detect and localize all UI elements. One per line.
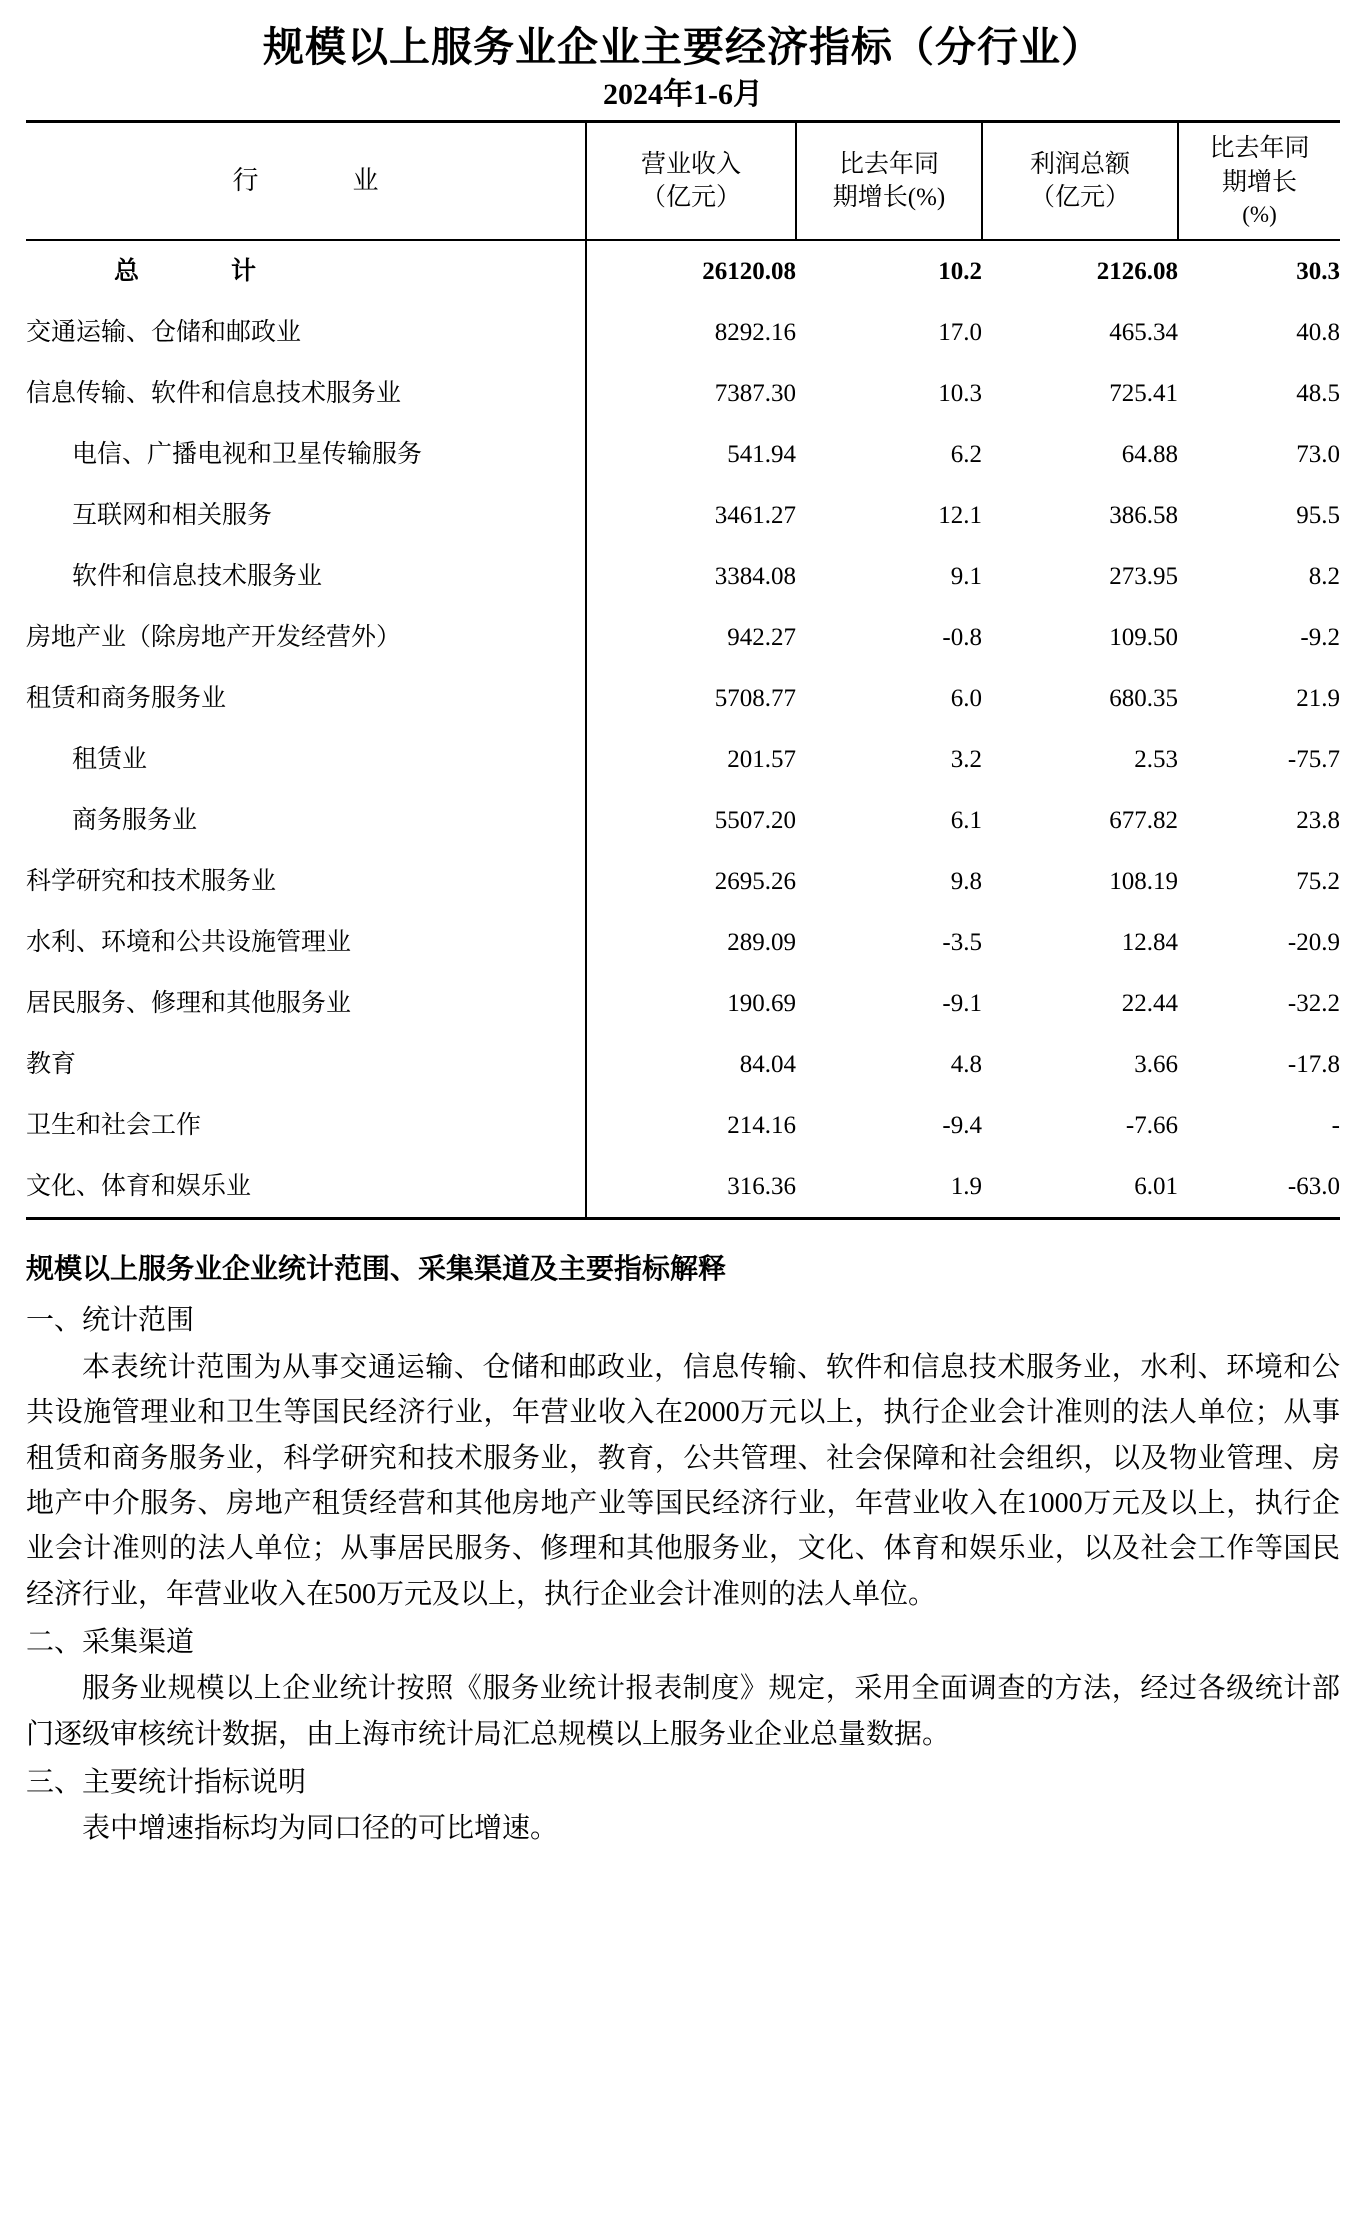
row-industry-name: 租赁和商务服务业 (26, 684, 227, 712)
row-revenue: 5507.20 (586, 790, 796, 851)
row-industry-name: 软件和信息技术服务业 (72, 562, 323, 590)
row-revenue: 26120.08 (586, 240, 796, 302)
row-profit: 677.82 (1109, 806, 1178, 834)
column-header-profit-growth-line1: 比去年同 (1209, 134, 1310, 162)
row-revenue-growth: 17.0 (938, 318, 982, 346)
table-row (26, 302, 1340, 363)
row-revenue: 3384.08 (586, 546, 796, 607)
statistics-table (26, 120, 1340, 1220)
row-industry-name: 电信、广播电视和卫星传输服务 (72, 440, 423, 468)
row-profit-growth: 75.2 (1296, 867, 1340, 895)
table-row (26, 790, 1340, 851)
row-profit-growth: 48.5 (1296, 379, 1340, 407)
row-profit-growth: -9.2 (1300, 623, 1340, 651)
notes-section1-heading: 一、统计范围 (26, 1305, 195, 1337)
row-profit-growth: 30.3 (1296, 257, 1340, 285)
row-profit: -7.66 (1125, 1111, 1178, 1139)
row-revenue-growth: -9.1 (942, 989, 982, 1017)
row-profit: 12.84 (1121, 928, 1178, 956)
row-revenue: 190.69 (586, 973, 796, 1034)
column-header-profit-line1: 利润总额 (1029, 150, 1130, 178)
row-revenue-growth: -3.5 (942, 928, 982, 956)
row-revenue: 8292.16 (586, 302, 796, 363)
table-row (26, 607, 1340, 668)
notes-title: 规模以上服务业企业统计范围、采集渠道及主要指标解释 (26, 1254, 727, 1286)
row-revenue: 84.04 (586, 1034, 796, 1095)
table-body (26, 240, 1340, 1219)
row-revenue: 316.36 (586, 1156, 796, 1219)
row-revenue-growth: 10.3 (938, 379, 982, 407)
column-header-revenue-growth (796, 122, 982, 241)
table-row (26, 729, 1340, 790)
row-profit-growth: -32.2 (1287, 989, 1340, 1017)
row-revenue: 942.27 (586, 607, 796, 668)
column-header-revenue-line1: 营业收入 (640, 150, 741, 178)
row-profit: 22.44 (1121, 989, 1178, 1017)
row-revenue: 7387.30 (586, 363, 796, 424)
row-industry-name: 租赁业 (72, 745, 148, 773)
row-revenue-growth: 3.2 (950, 745, 982, 773)
row-revenue-growth: 4.8 (950, 1050, 982, 1078)
row-profit: 6.01 (982, 1156, 1178, 1219)
row-revenue: 289.09 (586, 912, 796, 973)
row-profit-growth: 73.0 (1296, 440, 1340, 468)
row-revenue: 3461.27 (586, 485, 796, 546)
row-profit-growth: 21.9 (1296, 684, 1340, 712)
notes-section3-body: 表中增速指标均为同口径的可比增速。 (82, 1813, 559, 1845)
page-subtitle: 2024年1-6月 (603, 78, 763, 112)
row-profit-growth: -20.9 (1287, 928, 1340, 956)
row-profit-growth: 23.8 (1296, 806, 1340, 834)
row-profit: 64.88 (1121, 440, 1178, 468)
row-profit-growth: -75.7 (1287, 745, 1340, 773)
row-profit: 2.53 (1134, 745, 1178, 773)
column-header-revenue-line2: （亿元） (640, 184, 741, 212)
row-revenue-growth: -9.4 (942, 1111, 982, 1139)
table-row (26, 1034, 1340, 1095)
row-profit: 680.35 (1109, 684, 1178, 712)
table-row (26, 424, 1340, 485)
row-profit: 109.50 (1109, 623, 1178, 651)
row-industry-name: 教育 (26, 1050, 77, 1078)
notes-section3-heading: 三、主要统计指标说明 (26, 1767, 307, 1799)
row-revenue: 201.57 (586, 729, 796, 790)
row-profit-growth: -63.0 (1178, 1156, 1340, 1219)
row-revenue-growth: 6.0 (950, 684, 982, 712)
row-revenue-growth: 9.1 (950, 562, 982, 590)
table-row (26, 1156, 1340, 1219)
notes-section2-body: 服务业规模以上企业统计按照《服务业统计报表制度》规定，采用全面调查的方法，经过各级统计部门逐级审核统计数据，由上海市统计局汇总规模以上服务业企业总量数据。 (26, 1673, 1340, 1750)
row-profit: 108.19 (1109, 867, 1178, 895)
row-revenue-growth: 10.2 (938, 257, 982, 285)
row-industry-name: 交通运输、仓储和邮政业 (26, 318, 302, 346)
table-row (26, 363, 1340, 424)
row-industry-name: 商务服务业 (72, 806, 198, 834)
table-row (26, 912, 1340, 973)
row-profit-growth: 95.5 (1296, 501, 1340, 529)
row-profit: 386.58 (1109, 501, 1178, 529)
row-revenue: 5708.77 (586, 668, 796, 729)
column-header-revenue (586, 122, 796, 241)
row-profit: 725.41 (1109, 379, 1178, 407)
column-header-industry-label: 行 业 (232, 166, 393, 196)
row-revenue-growth: -0.8 (942, 623, 982, 651)
row-profit-growth: 8.2 (1308, 562, 1340, 590)
row-profit-growth: - (1331, 1111, 1340, 1139)
column-header-profit-growth (1178, 122, 1340, 241)
table-header (26, 122, 1340, 241)
row-profit-growth: -17.8 (1287, 1050, 1340, 1078)
row-revenue-growth: 6.2 (950, 440, 982, 468)
row-industry-name: 房地产业（除房地产开发经营外） (26, 623, 402, 651)
row-revenue-growth: 6.1 (950, 806, 982, 834)
table-row (26, 546, 1340, 607)
column-header-revenue-growth-line2: 期增长(%) (832, 184, 946, 212)
table-row (26, 240, 1340, 302)
row-revenue: 541.94 (586, 424, 796, 485)
row-profit: 2126.08 (1096, 257, 1178, 285)
row-revenue: 2695.26 (586, 851, 796, 912)
row-profit: 465.34 (1109, 318, 1178, 346)
table-row (26, 851, 1340, 912)
row-industry-name: 文化、体育和娱乐业 (26, 1156, 586, 1219)
row-industry-name: 科学研究和技术服务业 (26, 867, 277, 895)
row-industry-name: 卫生和社会工作 (26, 1111, 202, 1139)
column-header-profit-growth-line2: 期增长 (1221, 168, 1297, 196)
notes-section2-heading: 二、采集渠道 (26, 1626, 195, 1658)
column-header-profit-line2: （亿元） (1029, 184, 1130, 212)
page-title: 规模以上服务业企业主要经济指标（分行业） (263, 24, 1103, 70)
table-row (26, 668, 1340, 729)
row-industry-name: 互联网和相关服务 (72, 501, 273, 529)
row-revenue: 214.16 (586, 1095, 796, 1156)
row-revenue-growth: 9.8 (950, 867, 982, 895)
table-row (26, 1095, 1340, 1156)
row-profit-growth: 40.8 (1296, 318, 1340, 346)
table-row (26, 485, 1340, 546)
column-header-revenue-growth-line1: 比去年同 (838, 150, 939, 178)
notes-section (26, 1250, 1340, 1852)
column-header-profit-growth-line3: (%) (1242, 202, 1277, 228)
column-header-profit (982, 122, 1178, 241)
row-industry-name: 居民服务、修理和其他服务业 (26, 989, 352, 1017)
column-header-industry (26, 122, 586, 241)
row-industry-name: 信息传输、软件和信息技术服务业 (26, 379, 402, 407)
notes-section1-body: 本表统计范围为从事交通运输、仓储和邮政业，信息传输、软件和信息技术服务业，水利、环境和公共设施管理业和卫生等国民经济行业，年营业收入在2000万元以上，执行企业会计准则的法人单位；从事租赁和商务服务业，科学研究和技术服务业，教育，公共管理、社会保障和社会组织，以及物业管理、房地产中介服务、房地产租赁经营和其他房地产业等国民经济行业，年营业收入在1000万元及以上，执行企业会计准则的法人单位；从事居民服务、修理和其他服务业，文化、体育和娱乐业，以及社会工作等国民经济行业，年营业收入在500万元及以上，执行企业会计准则的法人单位。 (26, 1351, 1340, 1610)
row-revenue-growth: 12.1 (938, 501, 982, 529)
row-industry-name: 总 计 (114, 257, 271, 285)
table-row (26, 973, 1340, 1034)
row-revenue-growth: 1.9 (796, 1156, 982, 1219)
row-industry-name: 水利、环境和公共设施管理业 (26, 928, 352, 956)
row-profit: 3.66 (1134, 1050, 1178, 1078)
row-profit: 273.95 (1109, 562, 1178, 590)
